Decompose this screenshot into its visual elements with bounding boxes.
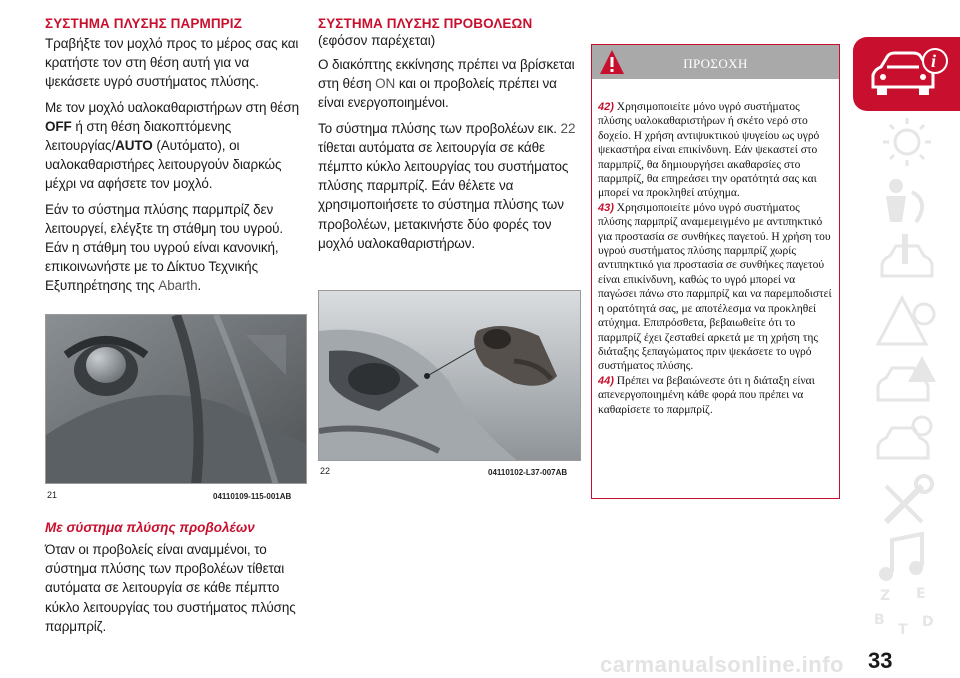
- maintenance-car-icon[interactable]: [872, 412, 942, 472]
- emergency-car-icon[interactable]: [872, 352, 942, 412]
- column-headlight-washer-note: [45, 520, 307, 636]
- car-info-icon: [865, 47, 949, 101]
- paragraph-headlight-auto: Όταν οι προβολείς είναι αναμμένοι, το σύστημα πλύσης των προβολέων τίθεται αυτόματα σε λειτουργία σε κάθε πέμπτο κύκλο λειτουργίας του συστήματος πλύσης παρμπρίζ.: [45, 542, 296, 634]
- caution-title: ΠΡΟΣΟΧΗ: [683, 56, 748, 71]
- column-headlight-washer: [318, 16, 580, 253]
- svg-text:Z: Z: [880, 588, 891, 604]
- paragraph-activation: Το σύστημα πλύσης των προβολέων εικ. 22 τίθεται αυτόματα σε λειτουργία σε κάθε πέμπτο κύκλο λειτουργίας του συστήματος πλύσης παρμπρίζ. Εάν θέλετε να χρησιμοποιήσετε το σύστημα πλύσης των προβολέων, μετακινήστε δύο φορές τον μοχλό υαλοκαθαριστήρων.: [318, 120, 576, 251]
- svg-text:T: T: [898, 622, 908, 638]
- figure-22-number: 22: [320, 466, 331, 476]
- page-number: 33: [868, 648, 893, 673]
- warning-triangle-icon[interactable]: [872, 292, 942, 352]
- svg-text:E: E: [916, 586, 926, 602]
- tab-getting-to-know-car[interactable]: [853, 37, 960, 111]
- figure-22-code: 04110102-L37-007AB: [488, 468, 568, 477]
- figure-22-headlight-washer: [318, 290, 581, 461]
- car-fix-icon[interactable]: [872, 232, 942, 292]
- svg-text:D: D: [922, 614, 934, 630]
- note-43-number: 43): [598, 201, 614, 214]
- figure-21-code: 04110109-115-001AB: [213, 492, 292, 501]
- paragraph-check-fluid: Εάν το σύστημα πλύσης παρμπρίζ δεν λειτουργεί, ελέγξτε τη στάθμη του υγρού. Εάν η στάθμη του υγρού είναι κανονική, επικοινωνήστε με το Δίκτυο Τεχνικής Εξυπηρέτησης της Abarth.: [45, 201, 284, 294]
- note-42-text: Χρησιμοποιείτε μόνο υγρό συστήματος πλύσης υαλοκαθαριστήρων ή σκέτο νερό στο δοχείο. Η χρήση αντιψυκτικού ψυγείου ως υγρό ψεκαστήρα είναι επικίνδυνη. Εάν ψεκαστεί στο παρμπρίζ, θα δημιουργήσει ακαθαρσίες στο παρμπρίζ, θα επηρεάσει την ορατότητά σας και μπορεί να προκληθεί ατύχημα.: [598, 101, 820, 200]
- caution-box: [591, 44, 840, 499]
- column-windscreen-washer: [45, 16, 307, 296]
- safety-icon[interactable]: [872, 172, 942, 232]
- subheading-with-headlight-washers: Με σύστημα πλύσης προβολέων: [45, 520, 255, 535]
- dashboard-lights-icon[interactable]: [872, 112, 942, 172]
- caution-text: [598, 100, 836, 417]
- section-heading-headlight-washer: ΣΥΣΤΗΜΑ ΠΛΥΣΗΣ ΠΡΟΒΟΛΕΩΝ: [318, 16, 533, 31]
- headlight-washer-illustration: [319, 291, 581, 461]
- index-icon[interactable]: [872, 580, 942, 640]
- note-43-text: Χρησιμοποιείτε μόνο υγρό συστήματος πλύσης παρμπρίζ αναμεμειγμένο με αντιπηκτικό για προστασία σε συνθήκες παγετού. Η χρήση του υγρού συστήματος πλύσης παρμπρίζ χωρίς αντιπηκτικό για προστασία σε συνθήκες παγετού είναι επικίνδυνη, καθώς το υγρό μπορεί να παγώσει πάνω στο παρμπρίζ και να παρεμποδιστεί η ορατότητά σας, με αποτέλεσμα να προκληθεί ατύχημα. Επιπρόσθετα, βεβαιωθείτε ότι το παρμπρίζ έχει ζεσταθεί αρκετά με τη χρήση της διάταξης ξεπαγώματος πριν ψεκάσετε το υγρό συστήματος πλύσης.: [598, 201, 832, 373]
- paragraph-ignition-on: Ο διακόπτης εκκίνησης πρέπει να βρίσκεται στη θέση ON και οι προβολείς πρέπει να είναι ενεργοποιημένοι.: [318, 57, 575, 111]
- paragraph-pull-lever: Τραβήξτε τον μοχλό προς το μέρος σας και κρατήστε τον στη θέση αυτή για να ψεκάσετε υγρό συστήματος πλύσης.: [45, 36, 299, 90]
- figure-21-number: 21: [47, 490, 58, 500]
- figure-21-washer-nozzle: [45, 314, 307, 484]
- note-44-text: Πρέπει να βεβαιώνεστε ότι η διάταξη είναι απενεργοποιημένη κάθε φορά που πρέπει να καθαρίσετε το παρμπρίζ.: [598, 374, 815, 416]
- watermark: carmanualsonline.info: [600, 652, 844, 677]
- windscreen-nozzle-illustration: [46, 315, 307, 484]
- music-icon[interactable]: [872, 528, 942, 588]
- note-44-number: 44): [598, 374, 614, 387]
- tools-icon[interactable]: [872, 472, 942, 532]
- svg-text:i: i: [931, 51, 937, 71]
- svg-text:B: B: [874, 612, 885, 628]
- note-42-number: 42): [598, 101, 614, 113]
- optional-note: (εφόσον παρέχεται): [318, 33, 436, 48]
- caution-header: [592, 45, 839, 79]
- paragraph-lever-off-auto: Με τον μοχλό υαλοκαθαριστήρων στη θέση OFF ή στη θέση διακοπτόμενης λειτουργίας/AUTO (Αυτόματο), οι υαλοκαθαριστήρες λειτουργούν διαρκώς μέχρι να αφήσετε τον μοχλό.: [45, 99, 299, 192]
- section-heading-windscreen-washer: ΣΥΣΤΗΜΑ ΠΛΥΣΗΣ ΠΑΡΜΠΡΙΖ: [45, 16, 242, 31]
